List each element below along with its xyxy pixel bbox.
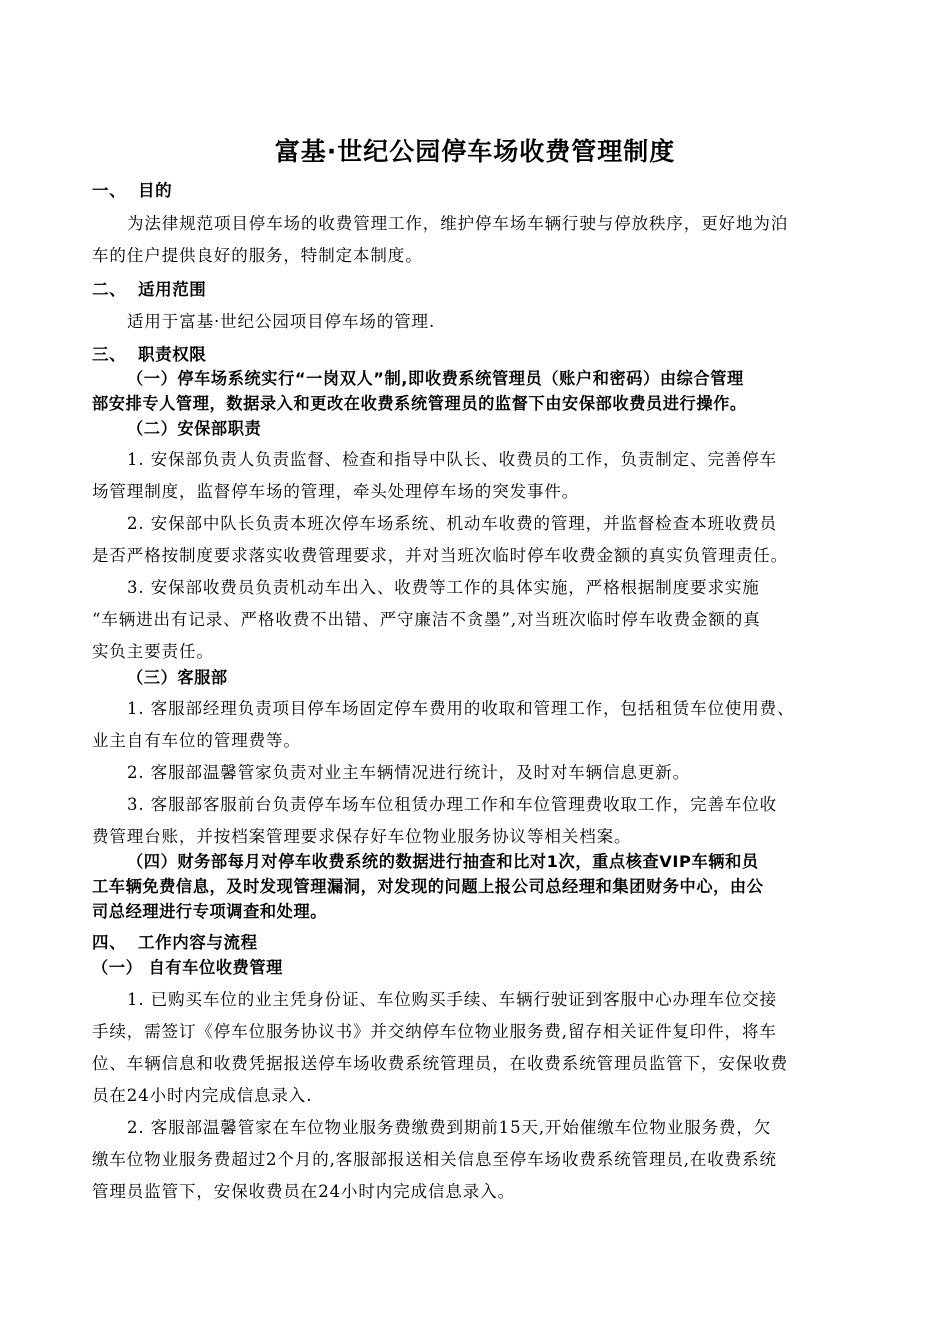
s4-p1-line-3: 位、车辆信息和收费凭据报送停车场收费系统管理员，在收费系统管理员监管下，安保收费 <box>92 1054 788 1073</box>
document-title: 富基·世纪公园停车场收费管理制度 <box>274 137 676 166</box>
s2-p1: 适用于富基·世纪公园项目停车场的管理. <box>127 312 436 331</box>
s3-item4-line-2: 工车辆免费信息，及时发现管理漏洞，对发现的问题上报公司总经理和集团财务中心，由公 <box>92 877 764 896</box>
s3-item2-p3-line-3: 实负主要责任。 <box>92 642 214 661</box>
section-2-heading <box>92 279 868 301</box>
section-4-title: 工作内容与流程 <box>138 933 258 952</box>
section-1-heading <box>92 180 868 202</box>
s3-item2-p3-line-1: 3. 安保部收费员负责机动车出入、收费等工作的具体实施，严格根据制度要求实施 <box>127 578 760 597</box>
section-4-number: 四、 <box>92 933 127 952</box>
s3-item1-line-1: （一）停车场系统实行“一岗双人”制,即收费系统管理员（账户和密码）由综合管理 <box>127 369 744 388</box>
s3-item3-p3-line-2: 费管理台账，并按档案管理要求保存好车位物业服务协议等相关档案。 <box>92 827 632 846</box>
section-3-heading <box>92 344 868 366</box>
s4-p2-line-3: 管理员监管下，安保收费员在24小时内完成信息录入。 <box>92 1182 515 1201</box>
s4-p1-line-1: 1. 已购买车位的业主凭身份证、车位购买手续、车辆行驶证到客服中心办理车位交接 <box>127 990 778 1009</box>
section-3-number: 三、 <box>92 345 127 364</box>
section-1-number: 一、 <box>92 181 127 200</box>
s4-p1-line-4: 员在24小时内完成信息录入. <box>92 1086 313 1105</box>
s1-p1-line-2: 车的住户提供良好的服务，特制定本制度。 <box>92 246 423 265</box>
s3-item1-line-2: 部安排专人管理，数据录入和更改在收费系统管理员的监督下由安保部收费员进行操作。 <box>92 394 747 413</box>
s3-item2-p1-line-1: 1. 安保部负责人负责监督、检查和指导中队长、收费员的工作，负责制定、完善停车 <box>127 450 778 469</box>
s3-item2-p2-line-2: 是否严格按制度要求落实收费管理要求，并对当班次临时停车收费金额的真实负管理责任。 <box>92 546 788 565</box>
s4-sub1-heading: （一） 自有车位收费管理 <box>92 958 283 977</box>
section-1-title: 目的 <box>138 181 173 200</box>
section-2-title: 适用范围 <box>138 280 207 299</box>
section-2-number: 二、 <box>92 280 127 299</box>
s4-p2-line-1: 2. 客服部温馨管家在车位物业服务费缴费到期前15天,开始催缴车位物业服务费，欠 <box>127 1118 772 1137</box>
s3-item2-p2-line-1: 2. 安保部中队长负责本班次停车场系统、机动车收费的管理，并监督检查本班收费员 <box>127 514 778 533</box>
s3-item4-line-3: 司总经理进行专项调查和处理。 <box>92 902 328 921</box>
s3-item2-heading: （二）安保部职责 <box>127 419 262 438</box>
s3-item4-line-1: （四）财务部每月对停车收费系统的数据进行抽查和比对1次，重点核查VIP车辆和员 <box>127 852 759 871</box>
s1-p1-line-1: 为法律规范项目停车场的收费管理工作，维护停车场车辆行驶与停放秩序，更好地为泊 <box>127 214 789 233</box>
s3-item2-p3-line-2: “车辆进出有记录、严格收费不出错、严守廉洁不贪墨”,对当班次临时停车收费金额的真 <box>92 610 761 629</box>
s3-item3-heading: （三）客服部 <box>127 668 228 687</box>
section-4-heading <box>92 932 868 954</box>
s3-item3-p2: 2. 客服部温馨管家负责对业主车辆情况进行统计，及时对车辆信息更新。 <box>127 763 691 782</box>
s3-item2-p1-line-2: 场管理制度，监督停车场的管理，牵头处理停车场的突发事件。 <box>92 482 580 501</box>
s3-item3-p1-line-1: 1. 客服部经理负责项目停车场固定停车费用的收取和管理工作，包括租赁车位使用费、 <box>127 699 795 718</box>
s3-item3-p1-line-2: 业主自有车位的管理费等。 <box>92 731 301 750</box>
s4-p2-line-2: 缴车位物业服务费超过2个月的,客服部报送相关信息至停车场收费系统管理员,在收费系统 <box>92 1150 777 1169</box>
s3-item3-p3-line-1: 3. 客服部客服前台负责停车场车位租赁办理工作和车位管理费收取工作，完善车位收 <box>127 795 778 814</box>
section-3-title: 职责权限 <box>138 345 207 364</box>
s4-p1-line-2: 手续，需签订《停车位服务协议书》并交纳停车位物业服务费,留存相关证件复印件，将车 <box>92 1022 777 1041</box>
